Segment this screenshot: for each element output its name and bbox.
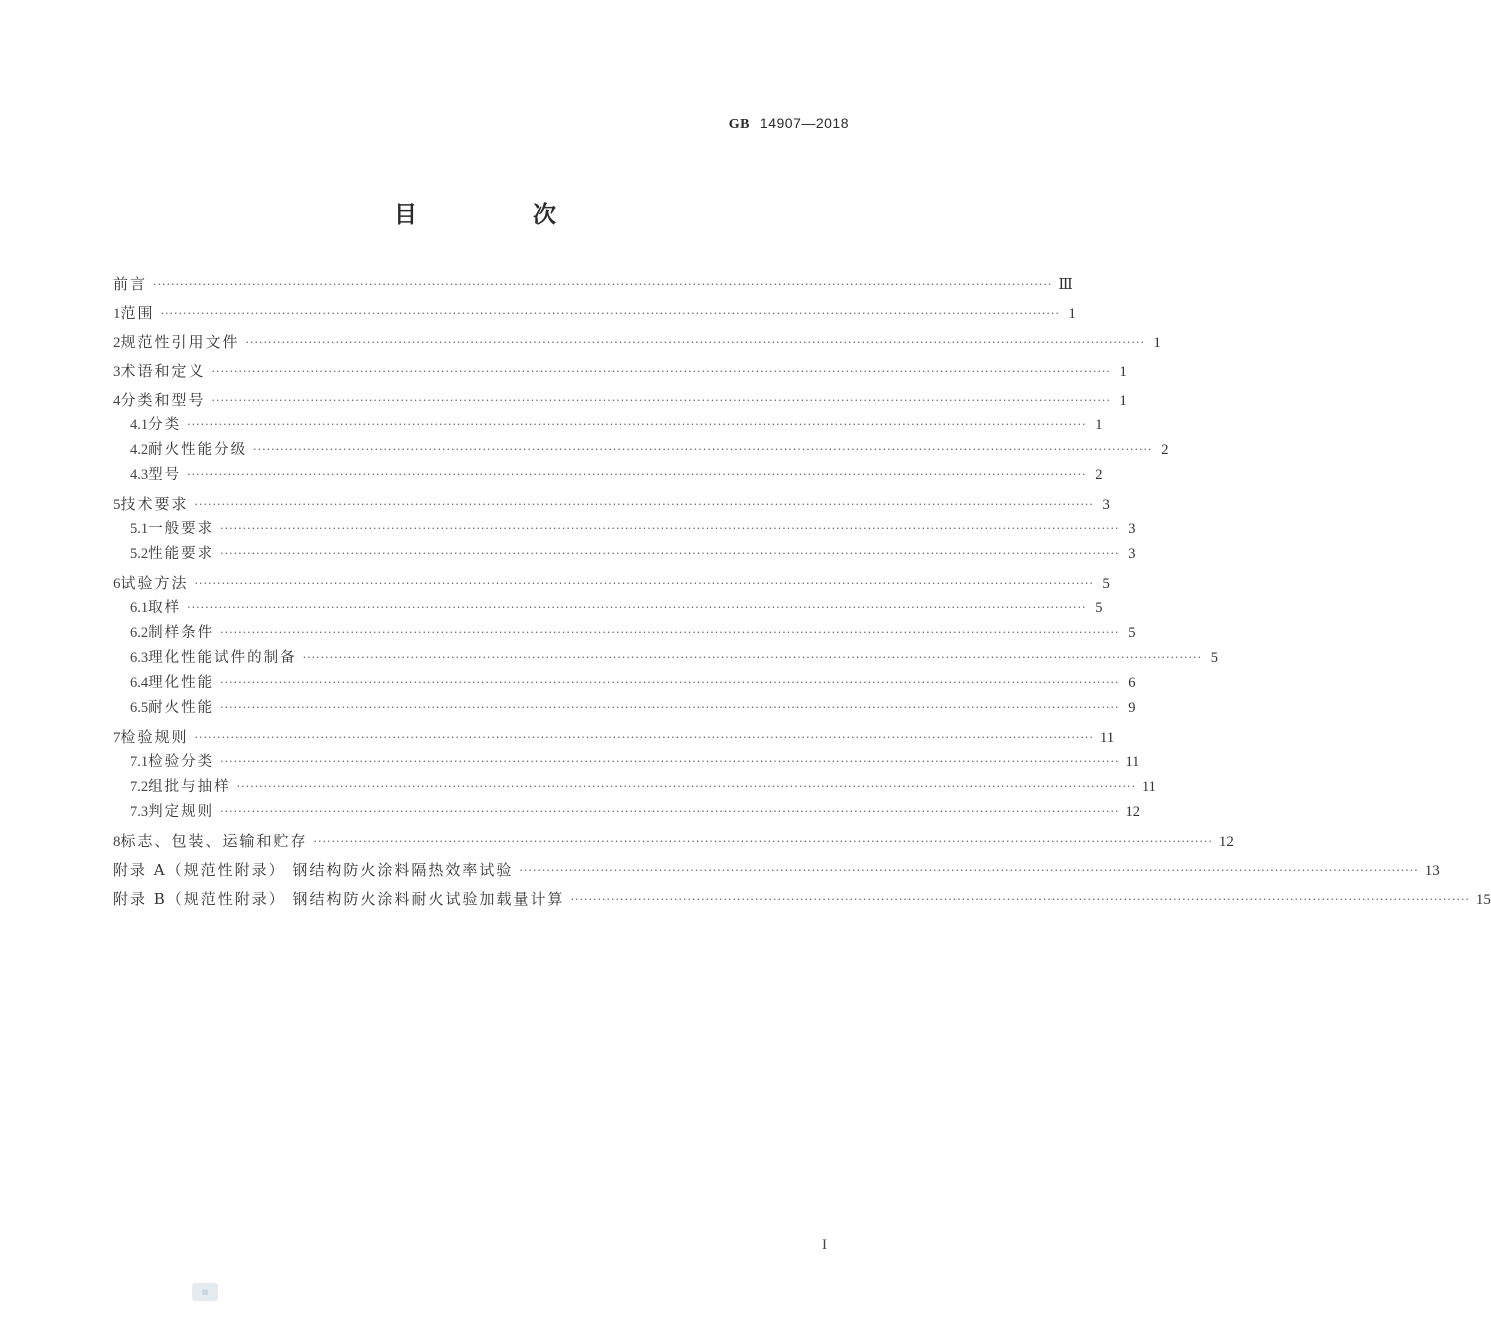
- page-title: 目 次: [393, 202, 610, 228]
- toc-leader-dots: ········································································································································································································: [211, 394, 1111, 407]
- toc-entry-number: 8: [113, 834, 121, 850]
- toc-entry[interactable]: [113, 596, 1103, 621]
- toc-entry-page: Ⅲ: [1058, 277, 1073, 293]
- toc-entry-page: 5: [1128, 625, 1136, 641]
- toc-leader-dots: ········································································································································································································: [194, 577, 1094, 590]
- toc-entry-title: 取样: [148, 600, 182, 616]
- toc-entry-number: 6.3: [130, 650, 149, 666]
- toc-entry-page: 1: [1068, 306, 1076, 322]
- toc-entry-title: 规范性引用文件: [120, 333, 240, 351]
- toc-entry-number: 5.1: [130, 521, 149, 537]
- standard-code: 14907—2018: [759, 115, 849, 131]
- toc-entry[interactable]: [113, 272, 1073, 297]
- toc-entry-page: 3: [1128, 521, 1136, 537]
- toc-leader-dots: ········································································································································································································: [187, 418, 1087, 431]
- toc-entry[interactable]: [113, 413, 1103, 438]
- toc-entry-number: 6.2: [130, 625, 149, 641]
- toc-entry-number: 6.4: [130, 675, 149, 691]
- toc-entry[interactable]: [113, 800, 1140, 825]
- toc-entry[interactable]: [113, 696, 1136, 721]
- toc-entry-page: 11: [1141, 779, 1156, 795]
- toc-entry[interactable]: [113, 671, 1136, 696]
- toc-entry-title: 标志、包装、运输和贮存: [120, 832, 308, 850]
- toc-entry-number: 4: [113, 393, 121, 409]
- toc-entry-title: 理化性能: [148, 675, 215, 691]
- toc-leader-dots: ········································································································································································································: [302, 651, 1202, 664]
- toc-entry-page: 11: [1099, 730, 1115, 746]
- toc-entry-page: 5: [1210, 650, 1218, 666]
- toc-entry-number: 7.1: [130, 754, 149, 770]
- standard-prefix: GB: [728, 117, 750, 132]
- toc-entry-title: 前言: [113, 275, 148, 293]
- toc-leader-dots: ········································································································································································································: [220, 805, 1120, 818]
- toc-entry-title: 组批与抽样: [148, 779, 231, 795]
- toc-leader-dots: ········································································································································································································: [211, 365, 1111, 378]
- toc-entry-page: 1: [1095, 417, 1103, 433]
- toc-entry-title: 性能要求: [148, 546, 215, 562]
- toc-entry-number: 7.2: [130, 779, 149, 795]
- toc-entry[interactable]: [113, 750, 1140, 775]
- toc-entry[interactable]: [113, 775, 1156, 800]
- toc-entry-title: 术语和定义: [120, 362, 206, 380]
- watermark-logo-icon: ▦: [192, 1283, 218, 1301]
- toc-leader-dots: ········································································································································································································: [313, 835, 1213, 848]
- toc-entry-page: 5: [1102, 576, 1110, 592]
- toc-entry-number: 5: [113, 497, 121, 513]
- toc-entry[interactable]: [113, 330, 1161, 355]
- toc-leader-dots: ········································································································································································································: [220, 626, 1120, 639]
- toc-leader-dots: ········································································································································································································: [187, 468, 1087, 481]
- toc-entry-title: 型号: [148, 467, 182, 483]
- toc-entry-title: 检验规则: [120, 728, 189, 746]
- toc-entry-number: 4.3: [130, 467, 149, 483]
- toc-leader-dots: ········································································································································································································: [253, 443, 1153, 456]
- toc-entry-title: 试验方法: [120, 574, 189, 592]
- toc-leader-dots: ········································································································································································································: [153, 278, 1053, 291]
- toc-entry[interactable]: [113, 301, 1076, 326]
- toc-leader-dots: ········································································································································································································: [245, 336, 1145, 349]
- toc-entry-page: 1: [1119, 393, 1127, 409]
- toc-entry[interactable]: [113, 542, 1136, 567]
- toc-entry-page: 6: [1128, 675, 1136, 691]
- standard-number: [729, 115, 849, 133]
- toc-leader-dots: ········································································································································································································: [220, 676, 1120, 689]
- toc-entry[interactable]: [113, 438, 1169, 463]
- toc-leader-dots: ········································································································································································································: [187, 601, 1087, 614]
- toc-entry-page: 2: [1095, 467, 1103, 483]
- page-folio: I: [822, 1237, 827, 1253]
- toc-entry-page: 1: [1119, 364, 1127, 380]
- toc-entry[interactable]: [113, 359, 1127, 384]
- toc-entry-title: 分类和型号: [120, 391, 206, 409]
- toc-entry-title: 附录 A（规范性附录） 钢结构防火涂料隔热效率试验: [113, 861, 514, 879]
- toc-entry-page: 5: [1095, 600, 1103, 616]
- toc-leader-dots: ········································································································································································································: [194, 498, 1094, 511]
- toc-entry[interactable]: [113, 858, 1440, 883]
- toc-entry-page: 13: [1424, 863, 1440, 879]
- table-of-contents: [113, 272, 1491, 912]
- toc-entry-title: 判定规则: [148, 804, 215, 820]
- toc-leader-dots: ········································································································································································································: [220, 755, 1120, 768]
- toc-entry[interactable]: [113, 725, 1115, 750]
- toc-entry-title: 附录 B（规范性附录） 钢结构防火涂料耐火试验加载量计算: [113, 890, 565, 908]
- toc-entry-page: 12: [1218, 834, 1234, 850]
- toc-entry-page: 9: [1128, 700, 1136, 716]
- toc-entry-number: 4.2: [130, 442, 149, 458]
- toc-leader-dots: ········································································································································································································: [160, 307, 1060, 320]
- toc-entry-number: 3: [113, 364, 121, 380]
- toc-entry[interactable]: [113, 388, 1127, 413]
- toc-leader-dots: ········································································································································································································: [194, 731, 1094, 744]
- toc-entry-title: 分类: [148, 417, 182, 433]
- toc-leader-dots: ········································································································································································································: [236, 780, 1136, 793]
- toc-entry[interactable]: [113, 571, 1110, 596]
- toc-entry-title: 检验分类: [148, 754, 215, 770]
- toc-entry-page: 11: [1125, 754, 1140, 770]
- toc-entry-number: 7: [113, 730, 121, 746]
- toc-entry[interactable]: [113, 621, 1136, 646]
- toc-entry-title: 制样条件: [148, 625, 215, 641]
- toc-leader-dots: ········································································································································································································: [519, 864, 1419, 877]
- toc-leader-dots: ········································································································································································································: [220, 547, 1120, 560]
- toc-entry-title: 理化性能试件的制备: [148, 650, 297, 666]
- toc-entry-number: 7.3: [130, 804, 149, 820]
- toc-entry[interactable]: [113, 492, 1110, 517]
- toc-entry[interactable]: [113, 517, 1136, 542]
- toc-entry-title: 耐火性能分级: [148, 442, 248, 458]
- toc-entry-number: 6.5: [130, 700, 149, 716]
- toc-entry-page: 3: [1128, 546, 1136, 562]
- toc-entry[interactable]: [113, 887, 1491, 912]
- toc-entry-page: 2: [1161, 442, 1169, 458]
- toc-entry-number: 2: [113, 335, 121, 351]
- toc-entry-title: 一般要求: [148, 521, 215, 537]
- toc-entry[interactable]: [113, 646, 1218, 671]
- toc-entry-title: 范围: [120, 304, 155, 322]
- toc-entry[interactable]: [113, 829, 1234, 854]
- toc-leader-dots: ········································································································································································································: [570, 893, 1470, 906]
- toc-entry-number: 6: [113, 576, 121, 592]
- toc-entry-number: 5.2: [130, 546, 149, 562]
- toc-entry-page: 3: [1102, 497, 1110, 513]
- toc-leader-dots: ········································································································································································································: [220, 522, 1120, 535]
- toc-leader-dots: ········································································································································································································: [220, 701, 1120, 714]
- toc-entry-title: 技术要求: [120, 495, 189, 513]
- toc-entry[interactable]: [113, 463, 1103, 488]
- toc-entry-title: 耐火性能: [148, 700, 215, 716]
- toc-entry-number: 1: [113, 306, 121, 322]
- toc-entry-number: 6.1: [130, 600, 149, 616]
- toc-entry-page: 15: [1475, 892, 1491, 908]
- toc-entry-page: 12: [1125, 804, 1140, 820]
- toc-entry-page: 1: [1153, 335, 1161, 351]
- toc-entry-number: 4.1: [130, 417, 149, 433]
